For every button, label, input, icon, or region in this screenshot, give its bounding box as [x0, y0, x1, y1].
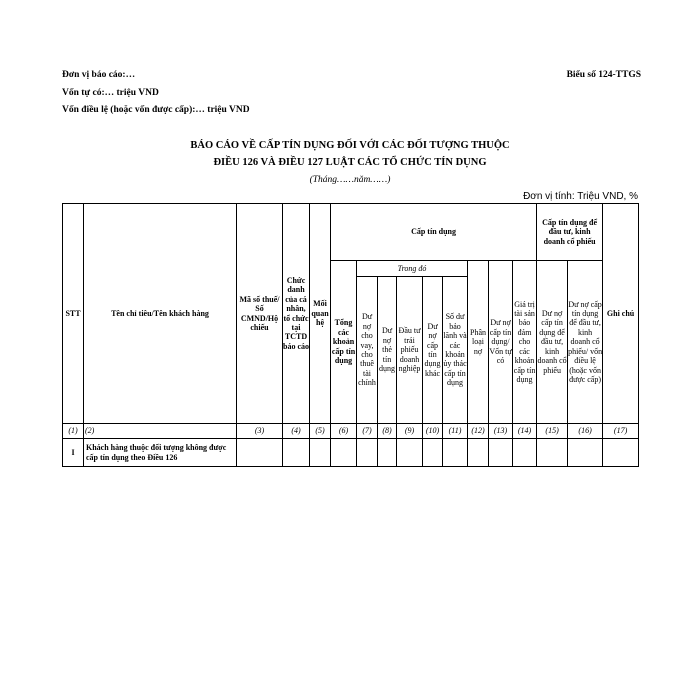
- report-title-line-2: ĐIỀU 126 VÀ ĐIỀU 127 LUẬT CÁC TỔ CHỨC TÍN DỤNG: [213, 157, 487, 168]
- charter-capital-line: Vốn điều lệ (hoặc vốn được cấp):… triệu VND: [62, 105, 250, 115]
- header-note: Ghi chú: [603, 204, 639, 424]
- header-guarantees: Số dư bảo lãnh và các khoản ủy thác cấp tín dụng: [443, 277, 468, 424]
- header-debt-class: Phân loại nợ: [468, 261, 489, 424]
- credit-report-table: [62, 203, 639, 467]
- column-number: (4): [283, 424, 310, 439]
- column-number: (17): [603, 424, 639, 439]
- table-cell: [468, 439, 489, 467]
- column-number: (6): [331, 424, 357, 439]
- unit-note: Đơn vị tính: Triệu VND, %: [523, 191, 638, 202]
- form-code: Biểu số 124-TTGS: [566, 70, 641, 80]
- header-total-credit: Tổng các khoản cấp tín dụng: [331, 261, 357, 424]
- table-cell: [331, 439, 357, 467]
- table-cell: [537, 439, 568, 467]
- column-number: (2): [84, 424, 237, 439]
- column-number: (8): [378, 424, 397, 439]
- table-row: [63, 439, 639, 467]
- column-number: (3): [237, 424, 283, 439]
- table-cell: [283, 439, 310, 467]
- table-cell: [378, 439, 397, 467]
- header-ratio-equity: Dư nợ cấp tín dụng/ Vốn tự có: [489, 261, 513, 424]
- column-number: (7): [357, 424, 378, 439]
- table-cell: [357, 439, 378, 467]
- header-invest-loans: Dư nợ cấp tín dụng để đầu tư, kinh doanh cổ phiếu: [537, 261, 568, 424]
- header-name: Tên chỉ tiêu/Tên khách hàng: [84, 204, 237, 424]
- table-cell: [603, 439, 639, 467]
- column-number: (15): [537, 424, 568, 439]
- column-number: (5): [310, 424, 331, 439]
- header-stt: STT: [63, 204, 84, 424]
- column-number: (11): [443, 424, 468, 439]
- report-period: (Tháng……năm……): [309, 175, 391, 185]
- header-credit-group: Cấp tín dụng: [331, 204, 537, 261]
- header-loans: Dư nợ cho vay, cho thuê tài chính: [357, 277, 378, 424]
- table-cell: [423, 439, 443, 467]
- row-stt: I: [63, 439, 84, 467]
- table-cell: [513, 439, 537, 467]
- reporting-unit: Đơn vị báo cáo:…: [62, 70, 136, 80]
- column-number: (9): [397, 424, 423, 439]
- header-other: Dư nợ cấp tín dụng khác: [423, 277, 443, 424]
- header-position: Chức danh của cá nhân, tổ chức tại TCTD báo cáo: [283, 204, 310, 424]
- header-invest-ratio: Dư nợ cấp tín dụng để đầu tư, kinh doanh cổ phiếu/ vốn điều lệ (hoặc vốn được cấp): [568, 261, 603, 424]
- table-cell: [443, 439, 468, 467]
- row-name: Khách hàng thuộc đối tượng không được cấp tín dụng theo Điều 126: [84, 439, 237, 467]
- header-of-which: Trong đó: [357, 261, 468, 277]
- table-cell: [310, 439, 331, 467]
- header-discount: Dư nợ thẻ tín dụng: [378, 277, 397, 424]
- header-invest-group: Cấp tín dụng để đầu tư, kinh doanh cổ phiếu: [537, 204, 603, 261]
- column-number: (13): [489, 424, 513, 439]
- equity-line: Vốn tự có:… triệu VND: [62, 88, 159, 98]
- column-number: (16): [568, 424, 603, 439]
- table-cell: [489, 439, 513, 467]
- header-bonds: Đầu tư trái phiếu doanh nghiệp: [397, 277, 423, 424]
- table-cell: [568, 439, 603, 467]
- header-collateral: Giá trị tài sản bảo đảm cho các khoản cấp tín dụng: [513, 261, 537, 424]
- header-tax-id: Mã số thuế/ Số CMND/Hộ chiếu: [237, 204, 283, 424]
- header-relationship: Mối quan hệ: [310, 204, 331, 424]
- column-number: (1): [63, 424, 84, 439]
- column-number: (10): [423, 424, 443, 439]
- table-cell: [237, 439, 283, 467]
- column-number: (14): [513, 424, 537, 439]
- report-title-line-1: BÁO CÁO VỀ CẤP TÍN DỤNG ĐỐI VỚI CÁC ĐỐI TƯỢNG THUỘC: [190, 140, 510, 151]
- column-number: (12): [468, 424, 489, 439]
- table-cell: [397, 439, 423, 467]
